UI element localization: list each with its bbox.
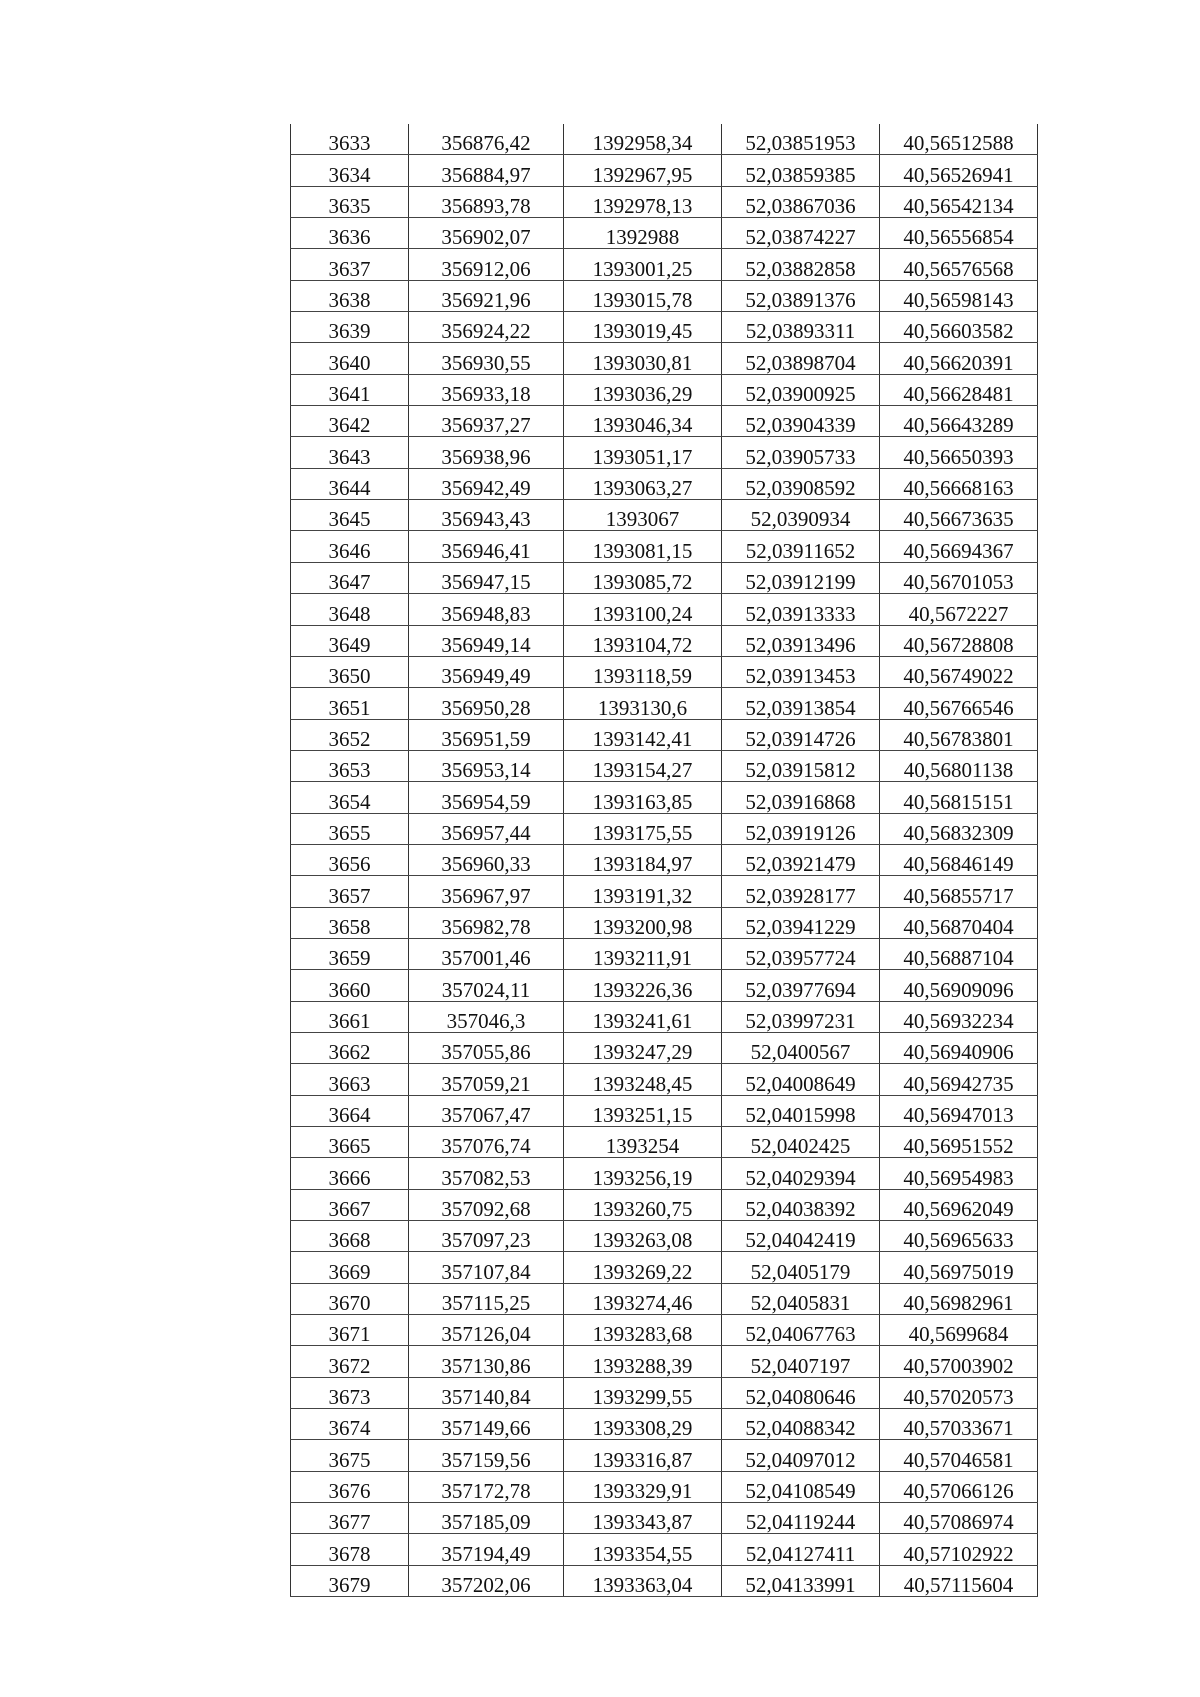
point-number-cell: 3664 xyxy=(291,1095,409,1126)
point-number-cell: 3679 xyxy=(291,1565,409,1596)
longitude-cell: 40,56673635 xyxy=(880,500,1038,531)
longitude-cell: 40,56909096 xyxy=(880,970,1038,1001)
point-number-cell: 3656 xyxy=(291,844,409,875)
x-coordinate-cell: 356950,28 xyxy=(409,688,564,719)
point-number-cell: 3662 xyxy=(291,1032,409,1063)
table-row xyxy=(291,1283,1038,1314)
table-row xyxy=(291,1252,1038,1283)
longitude-cell: 40,5672227 xyxy=(880,594,1038,625)
longitude-cell: 40,56940906 xyxy=(880,1032,1038,1063)
y-coordinate-cell: 1393251,15 xyxy=(564,1095,722,1126)
table-row xyxy=(291,1377,1038,1408)
table-row xyxy=(291,468,1038,499)
x-coordinate-cell: 356951,59 xyxy=(409,719,564,750)
x-coordinate-cell: 356948,83 xyxy=(409,594,564,625)
latitude-cell: 52,0390934 xyxy=(722,500,880,531)
longitude-cell: 40,56982961 xyxy=(880,1283,1038,1314)
point-number-cell: 3671 xyxy=(291,1315,409,1346)
point-number-cell: 3675 xyxy=(291,1440,409,1471)
table-row xyxy=(291,406,1038,437)
y-coordinate-cell: 1393081,15 xyxy=(564,531,722,562)
point-number-cell: 3641 xyxy=(291,374,409,405)
table-row xyxy=(291,1440,1038,1471)
longitude-cell: 40,56942735 xyxy=(880,1064,1038,1095)
table-row xyxy=(291,186,1038,217)
longitude-cell: 40,56887104 xyxy=(880,938,1038,969)
y-coordinate-cell: 1393001,25 xyxy=(564,249,722,280)
x-coordinate-cell: 356884,97 xyxy=(409,155,564,186)
latitude-cell: 52,03913496 xyxy=(722,625,880,656)
x-coordinate-cell: 356947,15 xyxy=(409,562,564,593)
longitude-cell: 40,56512588 xyxy=(880,124,1038,155)
latitude-cell: 52,04080646 xyxy=(722,1377,880,1408)
y-coordinate-cell: 1393283,68 xyxy=(564,1315,722,1346)
x-coordinate-cell: 357024,11 xyxy=(409,970,564,1001)
x-coordinate-cell: 356921,96 xyxy=(409,280,564,311)
longitude-cell: 40,57115604 xyxy=(880,1565,1038,1596)
point-number-cell: 3633 xyxy=(291,124,409,155)
table-row xyxy=(291,813,1038,844)
y-coordinate-cell: 1393248,45 xyxy=(564,1064,722,1095)
y-coordinate-cell: 1393184,97 xyxy=(564,844,722,875)
latitude-cell: 52,03913453 xyxy=(722,656,880,687)
longitude-cell: 40,56542134 xyxy=(880,186,1038,217)
latitude-cell: 52,03912199 xyxy=(722,562,880,593)
latitude-cell: 52,03913333 xyxy=(722,594,880,625)
latitude-cell: 52,03997231 xyxy=(722,1001,880,1032)
y-coordinate-cell: 1393274,46 xyxy=(564,1283,722,1314)
table-row xyxy=(291,1471,1038,1502)
x-coordinate-cell: 357159,56 xyxy=(409,1440,564,1471)
table-row xyxy=(291,1064,1038,1095)
point-number-cell: 3637 xyxy=(291,249,409,280)
latitude-cell: 52,03891376 xyxy=(722,280,880,311)
longitude-cell: 40,56728808 xyxy=(880,625,1038,656)
table-row xyxy=(291,343,1038,374)
latitude-cell: 52,03928177 xyxy=(722,876,880,907)
longitude-cell: 40,56965633 xyxy=(880,1221,1038,1252)
table-row xyxy=(291,719,1038,750)
latitude-cell: 52,03921479 xyxy=(722,844,880,875)
point-number-cell: 3642 xyxy=(291,406,409,437)
point-number-cell: 3663 xyxy=(291,1064,409,1095)
longitude-cell: 40,57046581 xyxy=(880,1440,1038,1471)
longitude-cell: 40,56932234 xyxy=(880,1001,1038,1032)
table-row xyxy=(291,938,1038,969)
latitude-cell: 52,03919126 xyxy=(722,813,880,844)
x-coordinate-cell: 356953,14 xyxy=(409,750,564,781)
point-number-cell: 3666 xyxy=(291,1158,409,1189)
point-number-cell: 3652 xyxy=(291,719,409,750)
table-row xyxy=(291,907,1038,938)
x-coordinate-cell: 357130,86 xyxy=(409,1346,564,1377)
table-row xyxy=(291,1127,1038,1158)
x-coordinate-cell: 357115,25 xyxy=(409,1283,564,1314)
y-coordinate-cell: 1393063,27 xyxy=(564,468,722,499)
latitude-cell: 52,03874227 xyxy=(722,218,880,249)
table-row xyxy=(291,374,1038,405)
table-row xyxy=(291,1409,1038,1440)
longitude-cell: 40,56526941 xyxy=(880,155,1038,186)
longitude-cell: 40,56598143 xyxy=(880,280,1038,311)
x-coordinate-cell: 357001,46 xyxy=(409,938,564,969)
table-row xyxy=(291,531,1038,562)
y-coordinate-cell: 1393247,29 xyxy=(564,1032,722,1063)
latitude-cell: 52,03957724 xyxy=(722,938,880,969)
point-number-cell: 3639 xyxy=(291,312,409,343)
latitude-cell: 52,0405179 xyxy=(722,1252,880,1283)
point-number-cell: 3653 xyxy=(291,750,409,781)
latitude-cell: 52,04038392 xyxy=(722,1189,880,1220)
point-number-cell: 3655 xyxy=(291,813,409,844)
latitude-cell: 52,0400567 xyxy=(722,1032,880,1063)
y-coordinate-cell: 1393130,6 xyxy=(564,688,722,719)
table-row xyxy=(291,844,1038,875)
latitude-cell: 52,03867036 xyxy=(722,186,880,217)
table-row xyxy=(291,876,1038,907)
longitude-cell: 40,56620391 xyxy=(880,343,1038,374)
point-number-cell: 3643 xyxy=(291,437,409,468)
longitude-cell: 40,56668163 xyxy=(880,468,1038,499)
y-coordinate-cell: 1393030,81 xyxy=(564,343,722,374)
point-number-cell: 3651 xyxy=(291,688,409,719)
point-number-cell: 3674 xyxy=(291,1409,409,1440)
latitude-cell: 52,03893311 xyxy=(722,312,880,343)
x-coordinate-cell: 357185,09 xyxy=(409,1503,564,1534)
table-row xyxy=(291,594,1038,625)
table-row xyxy=(291,312,1038,343)
point-number-cell: 3646 xyxy=(291,531,409,562)
y-coordinate-cell: 1393316,87 xyxy=(564,1440,722,1471)
table-row xyxy=(291,218,1038,249)
longitude-cell: 40,56951552 xyxy=(880,1127,1038,1158)
point-number-cell: 3635 xyxy=(291,186,409,217)
x-coordinate-cell: 356946,41 xyxy=(409,531,564,562)
table-row xyxy=(291,562,1038,593)
longitude-cell: 40,56650393 xyxy=(880,437,1038,468)
x-coordinate-cell: 356954,59 xyxy=(409,782,564,813)
x-coordinate-cell: 357046,3 xyxy=(409,1001,564,1032)
x-coordinate-cell: 357097,23 xyxy=(409,1221,564,1252)
latitude-cell: 52,04008649 xyxy=(722,1064,880,1095)
latitude-cell: 52,03914726 xyxy=(722,719,880,750)
x-coordinate-cell: 357149,66 xyxy=(409,1409,564,1440)
x-coordinate-cell: 356937,27 xyxy=(409,406,564,437)
longitude-cell: 40,56576568 xyxy=(880,249,1038,280)
table-row xyxy=(291,688,1038,719)
latitude-cell: 52,03941229 xyxy=(722,907,880,938)
longitude-cell: 40,56628481 xyxy=(880,374,1038,405)
point-number-cell: 3650 xyxy=(291,656,409,687)
latitude-cell: 52,03908592 xyxy=(722,468,880,499)
point-number-cell: 3660 xyxy=(291,970,409,1001)
x-coordinate-cell: 357076,74 xyxy=(409,1127,564,1158)
point-number-cell: 3669 xyxy=(291,1252,409,1283)
point-number-cell: 3659 xyxy=(291,938,409,969)
y-coordinate-cell: 1393200,98 xyxy=(564,907,722,938)
latitude-cell: 52,04097012 xyxy=(722,1440,880,1471)
x-coordinate-cell: 357202,06 xyxy=(409,1565,564,1596)
y-coordinate-cell: 1393329,91 xyxy=(564,1471,722,1502)
x-coordinate-cell: 356960,33 xyxy=(409,844,564,875)
table-row xyxy=(291,1001,1038,1032)
table-row xyxy=(291,1189,1038,1220)
latitude-cell: 52,0407197 xyxy=(722,1346,880,1377)
longitude-cell: 40,57102922 xyxy=(880,1534,1038,1565)
x-coordinate-cell: 356930,55 xyxy=(409,343,564,374)
table-row xyxy=(291,1032,1038,1063)
table-row xyxy=(291,1534,1038,1565)
point-number-cell: 3661 xyxy=(291,1001,409,1032)
x-coordinate-cell: 357194,49 xyxy=(409,1534,564,1565)
x-coordinate-cell: 356949,49 xyxy=(409,656,564,687)
latitude-cell: 52,04133991 xyxy=(722,1565,880,1596)
y-coordinate-cell: 1393175,55 xyxy=(564,813,722,844)
latitude-cell: 52,03905733 xyxy=(722,437,880,468)
point-number-cell: 3648 xyxy=(291,594,409,625)
x-coordinate-cell: 356949,14 xyxy=(409,625,564,656)
y-coordinate-cell: 1393308,29 xyxy=(564,1409,722,1440)
x-coordinate-cell: 357126,04 xyxy=(409,1315,564,1346)
point-number-cell: 3676 xyxy=(291,1471,409,1502)
table-row xyxy=(291,500,1038,531)
y-coordinate-cell: 1393191,32 xyxy=(564,876,722,907)
table-row xyxy=(291,437,1038,468)
y-coordinate-cell: 1393085,72 xyxy=(564,562,722,593)
longitude-cell: 40,56556854 xyxy=(880,218,1038,249)
latitude-cell: 52,03977694 xyxy=(722,970,880,1001)
longitude-cell: 40,57033671 xyxy=(880,1409,1038,1440)
y-coordinate-cell: 1393104,72 xyxy=(564,625,722,656)
point-number-cell: 3636 xyxy=(291,218,409,249)
point-number-cell: 3638 xyxy=(291,280,409,311)
latitude-cell: 52,03882858 xyxy=(722,249,880,280)
point-number-cell: 3668 xyxy=(291,1221,409,1252)
longitude-cell: 40,57003902 xyxy=(880,1346,1038,1377)
y-coordinate-cell: 1393254 xyxy=(564,1127,722,1158)
y-coordinate-cell: 1393226,36 xyxy=(564,970,722,1001)
latitude-cell: 52,0402425 xyxy=(722,1127,880,1158)
coordinates-table xyxy=(290,124,1038,1597)
x-coordinate-cell: 357140,84 xyxy=(409,1377,564,1408)
y-coordinate-cell: 1393288,39 xyxy=(564,1346,722,1377)
longitude-cell: 40,5699684 xyxy=(880,1315,1038,1346)
table-row xyxy=(291,1158,1038,1189)
latitude-cell: 52,04015998 xyxy=(722,1095,880,1126)
latitude-cell: 52,03900925 xyxy=(722,374,880,405)
point-number-cell: 3670 xyxy=(291,1283,409,1314)
longitude-cell: 40,56954983 xyxy=(880,1158,1038,1189)
x-coordinate-cell: 357055,86 xyxy=(409,1032,564,1063)
x-coordinate-cell: 357092,68 xyxy=(409,1189,564,1220)
y-coordinate-cell: 1392978,13 xyxy=(564,186,722,217)
y-coordinate-cell: 1393154,27 xyxy=(564,750,722,781)
x-coordinate-cell: 356957,44 xyxy=(409,813,564,844)
longitude-cell: 40,56694367 xyxy=(880,531,1038,562)
table-row xyxy=(291,750,1038,781)
x-coordinate-cell: 357107,84 xyxy=(409,1252,564,1283)
y-coordinate-cell: 1393241,61 xyxy=(564,1001,722,1032)
x-coordinate-cell: 357067,47 xyxy=(409,1095,564,1126)
y-coordinate-cell: 1393051,17 xyxy=(564,437,722,468)
point-number-cell: 3678 xyxy=(291,1534,409,1565)
longitude-cell: 40,56962049 xyxy=(880,1189,1038,1220)
point-number-cell: 3644 xyxy=(291,468,409,499)
x-coordinate-cell: 356933,18 xyxy=(409,374,564,405)
table-row xyxy=(291,625,1038,656)
point-number-cell: 3645 xyxy=(291,500,409,531)
longitude-cell: 40,57020573 xyxy=(880,1377,1038,1408)
latitude-cell: 52,04088342 xyxy=(722,1409,880,1440)
x-coordinate-cell: 356876,42 xyxy=(409,124,564,155)
point-number-cell: 3667 xyxy=(291,1189,409,1220)
point-number-cell: 3677 xyxy=(291,1503,409,1534)
latitude-cell: 52,04127411 xyxy=(722,1534,880,1565)
y-coordinate-cell: 1392967,95 xyxy=(564,155,722,186)
y-coordinate-cell: 1393299,55 xyxy=(564,1377,722,1408)
longitude-cell: 40,56855717 xyxy=(880,876,1038,907)
longitude-cell: 40,57086974 xyxy=(880,1503,1038,1534)
y-coordinate-cell: 1393343,87 xyxy=(564,1503,722,1534)
y-coordinate-cell: 1393100,24 xyxy=(564,594,722,625)
longitude-cell: 40,56603582 xyxy=(880,312,1038,343)
table-row xyxy=(291,155,1038,186)
point-number-cell: 3649 xyxy=(291,625,409,656)
latitude-cell: 52,03915812 xyxy=(722,750,880,781)
point-number-cell: 3657 xyxy=(291,876,409,907)
latitude-cell: 52,0405831 xyxy=(722,1283,880,1314)
x-coordinate-cell: 356912,06 xyxy=(409,249,564,280)
table-row xyxy=(291,1095,1038,1126)
table-row xyxy=(291,1221,1038,1252)
y-coordinate-cell: 1393036,29 xyxy=(564,374,722,405)
longitude-cell: 40,57066126 xyxy=(880,1471,1038,1502)
coordinates-table-body xyxy=(291,124,1038,1597)
y-coordinate-cell: 1392988 xyxy=(564,218,722,249)
latitude-cell: 52,04067763 xyxy=(722,1315,880,1346)
x-coordinate-cell: 356924,22 xyxy=(409,312,564,343)
table-row xyxy=(291,1503,1038,1534)
longitude-cell: 40,56870404 xyxy=(880,907,1038,938)
point-number-cell: 3665 xyxy=(291,1127,409,1158)
y-coordinate-cell: 1393067 xyxy=(564,500,722,531)
y-coordinate-cell: 1393163,85 xyxy=(564,782,722,813)
longitude-cell: 40,56749022 xyxy=(880,656,1038,687)
point-number-cell: 3672 xyxy=(291,1346,409,1377)
latitude-cell: 52,03851953 xyxy=(722,124,880,155)
table-row xyxy=(291,782,1038,813)
x-coordinate-cell: 356982,78 xyxy=(409,907,564,938)
y-coordinate-cell: 1393260,75 xyxy=(564,1189,722,1220)
point-number-cell: 3673 xyxy=(291,1377,409,1408)
point-number-cell: 3658 xyxy=(291,907,409,938)
point-number-cell: 3654 xyxy=(291,782,409,813)
x-coordinate-cell: 356938,96 xyxy=(409,437,564,468)
y-coordinate-cell: 1393269,22 xyxy=(564,1252,722,1283)
x-coordinate-cell: 356943,43 xyxy=(409,500,564,531)
table-row xyxy=(291,656,1038,687)
latitude-cell: 52,03859385 xyxy=(722,155,880,186)
latitude-cell: 52,04042419 xyxy=(722,1221,880,1252)
longitude-cell: 40,56701053 xyxy=(880,562,1038,593)
x-coordinate-cell: 356942,49 xyxy=(409,468,564,499)
latitude-cell: 52,04029394 xyxy=(722,1158,880,1189)
point-number-cell: 3640 xyxy=(291,343,409,374)
table-row xyxy=(291,280,1038,311)
x-coordinate-cell: 357059,21 xyxy=(409,1064,564,1095)
latitude-cell: 52,03898704 xyxy=(722,343,880,374)
longitude-cell: 40,56801138 xyxy=(880,750,1038,781)
x-coordinate-cell: 356893,78 xyxy=(409,186,564,217)
latitude-cell: 52,03904339 xyxy=(722,406,880,437)
longitude-cell: 40,56832309 xyxy=(880,813,1038,844)
y-coordinate-cell: 1393256,19 xyxy=(564,1158,722,1189)
y-coordinate-cell: 1393015,78 xyxy=(564,280,722,311)
y-coordinate-cell: 1393363,04 xyxy=(564,1565,722,1596)
table-row xyxy=(291,1346,1038,1377)
y-coordinate-cell: 1393142,41 xyxy=(564,719,722,750)
y-coordinate-cell: 1393354,55 xyxy=(564,1534,722,1565)
x-coordinate-cell: 356967,97 xyxy=(409,876,564,907)
y-coordinate-cell: 1392958,34 xyxy=(564,124,722,155)
table-row xyxy=(291,1565,1038,1596)
latitude-cell: 52,03916868 xyxy=(722,782,880,813)
longitude-cell: 40,56783801 xyxy=(880,719,1038,750)
x-coordinate-cell: 356902,07 xyxy=(409,218,564,249)
point-number-cell: 3634 xyxy=(291,155,409,186)
y-coordinate-cell: 1393211,91 xyxy=(564,938,722,969)
y-coordinate-cell: 1393046,34 xyxy=(564,406,722,437)
y-coordinate-cell: 1393118,59 xyxy=(564,656,722,687)
y-coordinate-cell: 1393019,45 xyxy=(564,312,722,343)
longitude-cell: 40,56975019 xyxy=(880,1252,1038,1283)
longitude-cell: 40,56643289 xyxy=(880,406,1038,437)
table-row xyxy=(291,249,1038,280)
latitude-cell: 52,03913854 xyxy=(722,688,880,719)
longitude-cell: 40,56815151 xyxy=(880,782,1038,813)
longitude-cell: 40,56766546 xyxy=(880,688,1038,719)
table-row xyxy=(291,124,1038,155)
table-row xyxy=(291,970,1038,1001)
longitude-cell: 40,56846149 xyxy=(880,844,1038,875)
point-number-cell: 3647 xyxy=(291,562,409,593)
y-coordinate-cell: 1393263,08 xyxy=(564,1221,722,1252)
x-coordinate-cell: 357082,53 xyxy=(409,1158,564,1189)
longitude-cell: 40,56947013 xyxy=(880,1095,1038,1126)
latitude-cell: 52,04119244 xyxy=(722,1503,880,1534)
x-coordinate-cell: 357172,78 xyxy=(409,1471,564,1502)
latitude-cell: 52,03911652 xyxy=(722,531,880,562)
table-row xyxy=(291,1315,1038,1346)
latitude-cell: 52,04108549 xyxy=(722,1471,880,1502)
